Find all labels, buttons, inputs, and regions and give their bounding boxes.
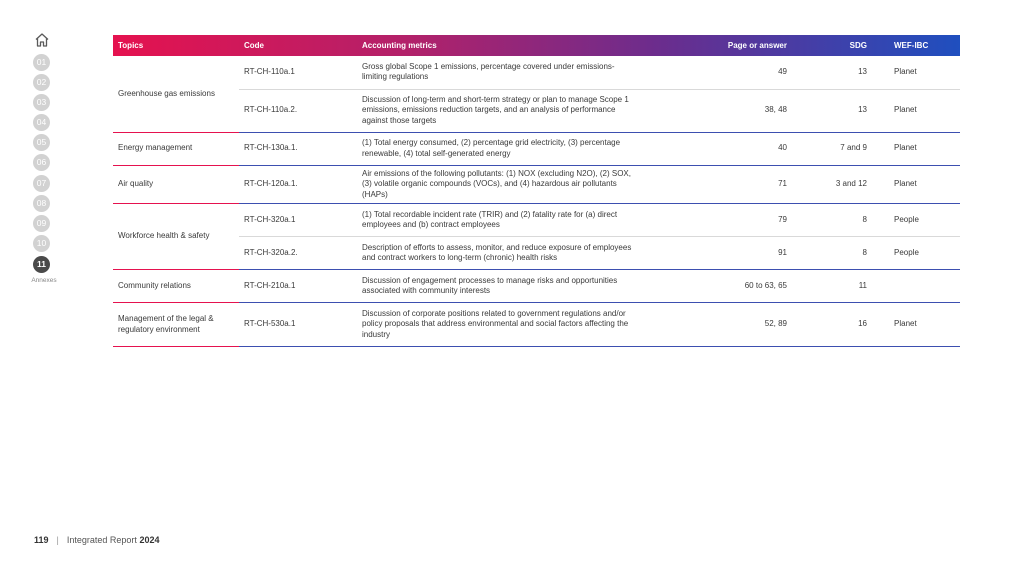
active-chapter-label: Annexes [31,277,57,284]
page-number: 119 [34,535,49,545]
chapter-09-button[interactable]: 09 [33,215,50,232]
metric-cell: Gross global Scope 1 emissions, percentage covered under emissions-limiting regulations [362,61,615,82]
sdg-cell: 13 [858,105,867,115]
sdg-cell: 13 [858,67,867,76]
page-cell: 52, 89 [764,319,787,329]
wef-cell: People [894,247,919,257]
metric-cell: Description of efforts to assess, monitor, and reduce exposure of employees and contract workers to long-term (chronic) health risks [362,242,632,262]
topic-cell: Management of the legal & regulatory environment [113,303,239,347]
page-cell: 38, 48 [764,105,787,115]
chapter-06-button[interactable]: 06 [33,154,50,171]
chapter-11-button[interactable]: 11 [33,256,50,273]
footer-divider: | [56,535,59,545]
table-row [113,132,960,165]
sdg-cell: 11 [858,280,867,290]
code-cell: RT-CH-320a.1 [244,214,296,224]
table-row [113,89,960,132]
wef-cell: People [894,214,919,224]
header-wef: WEF-IBC [894,41,929,50]
metric-cell: Discussion of corporate positions related to government regulations and/or policy proposals that address environmental and social factors affecting the industry [362,308,629,339]
page-cell: 79 [778,214,787,224]
table-row [113,165,960,204]
chapter-10-button[interactable]: 10 [33,235,50,252]
page-cell: 60 to 63, 65 [744,280,787,290]
chapter-08-button[interactable]: 08 [33,195,50,212]
topic-cell: Air quality [113,165,239,204]
chapter-03-button[interactable]: 03 [33,94,50,111]
report-title: Integrated Report [66,535,137,545]
page-cell: 40 [778,143,787,153]
sasb-index-table [113,35,960,347]
code-cell: RT-CH-210a.1 [244,280,296,290]
header-metrics: Accounting metrics [362,41,437,50]
metric-cell: Discussion of long-term and short-term strategy or plan to manage Scope 1 emissions, emissions reduction targets, and an analysis of performance against those targets [362,94,629,125]
code-cell: RT-CH-320a.2. [244,247,298,257]
topic-cell: Greenhouse gas emissions [113,56,239,132]
wef-cell: Planet [894,179,917,188]
home-icon[interactable] [34,32,50,48]
report-year: 2024 [139,535,160,545]
wef-cell: Planet [894,67,917,76]
chapter-07-button[interactable]: 07 [33,175,50,192]
table-header-row [113,35,960,56]
table-row [113,204,960,237]
metric-cell: (1) Total energy consumed, (2) percentage grid electricity, (3) percentage renewable, (4) total self-generated energy [362,138,621,158]
page-footer [34,535,159,545]
sdg-cell: 16 [858,319,867,329]
page-cell: 71 [778,179,787,188]
wef-cell [872,270,960,303]
code-cell: RT-CH-110a.2. [244,105,298,115]
code-cell: RT-CH-120a.1. [244,179,298,188]
metric-cell: Air emissions of the following pollutants: (1) NOX (excluding N2O), (2) SOX, (3) volatile organic compounds (VOCs), and (4) hazardous air pollutants (HAPs) [362,168,631,199]
topic-cell: Workforce health & safety [113,204,239,270]
sdg-cell: 8 [862,214,867,224]
table-row [113,237,960,270]
header-topics: Topics [118,41,144,50]
chapter-04-button[interactable]: 04 [33,114,50,131]
table-row [113,270,960,303]
wef-cell: Planet [894,143,917,153]
sdg-cell: 3 and 12 [835,179,867,188]
metric-cell: (1) Total recordable incident rate (TRIR) and (2) fatality rate for (a) direct employees and (b) contract employees [362,209,618,229]
chapter-05-button[interactable]: 05 [33,134,50,151]
wef-cell: Planet [894,319,917,329]
header-code: Code [244,41,264,50]
table-row [113,56,960,89]
topic-cell: Energy management [113,132,239,165]
topic-cell: Community relations [113,270,239,303]
code-cell: RT-CH-130a.1. [244,143,298,153]
chapter-02-button[interactable]: 02 [33,74,50,91]
page-cell: 91 [778,247,787,257]
header-sdg: SDG [849,41,867,50]
header-page: Page or answer [727,41,787,50]
wef-cell: Planet [894,105,917,115]
sdg-cell: 7 and 9 [840,143,867,153]
sdg-cell: 8 [862,247,867,257]
chapter-01-button[interactable]: 01 [33,54,50,71]
code-cell: RT-CH-530a.1 [244,319,296,329]
page-cell: 49 [778,67,787,76]
table-row [113,303,960,347]
code-cell: RT-CH-110a.1 [244,67,295,76]
metric-cell: Discussion of engagement processes to manage risks and opportunities associated with community interests [362,275,618,295]
